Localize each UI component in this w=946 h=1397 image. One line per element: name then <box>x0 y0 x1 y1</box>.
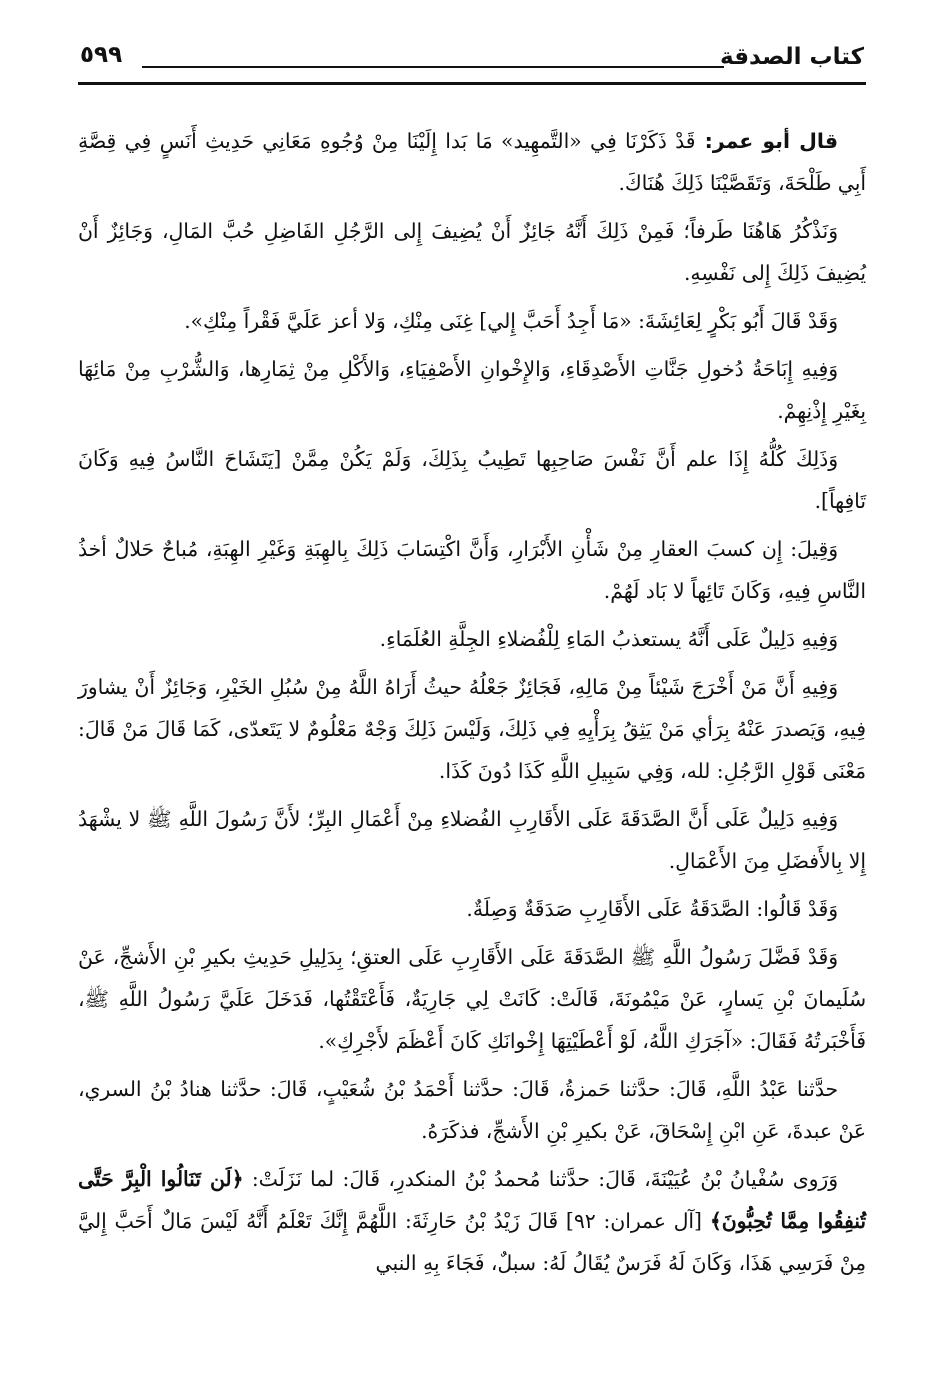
paragraph-6 <box>78 528 866 612</box>
paragraph-text: وَفِيهِ دَلِيلٌ عَلَى أَنَّ الصَّدَقَةَ عَلَى الأَقَارِبِ الفُضلاءِ مِنْ أَعْمَالِ البِرِّ؛ لأَنَّ رَسُولَ اللَّهِ ﷺ لا يشْهَدُ إِلا بِالأَفضَلِ مِنَ الأَعْمَالِ. <box>78 807 866 873</box>
speaker-name: قال أبو عمر: <box>695 129 838 153</box>
paragraph-text: وَفِيهِ إِبَاحَةُ دُخولِ جَنَّاتِ الأَصْدِقَاءِ، وَالإِخْوانِ الأَصْفِيَاءِ، وَالأَكْلِ مِنْ ثِمَارِها، وَالشُّرْبِ مِنْ مَائِهَا بِغَيْرِ إِذْنِهِمْ. <box>78 357 866 423</box>
paragraph-text: وَرَوى سُفْيانُ بْنُ عُيَيْنَةَ، قَالَ: حدَّثنا مُحمدُ بْنُ المنكدرِ، قَالَ: لما نَزَلَتْ: <box>243 1167 838 1191</box>
paragraph-text: قَدْ ذَكَرْنَا فِي «التَّمهِيد» مَا بَدا إِلَيْنَا مِنْ وُجُوهِ مَعَانِي حَدِيثِ أَنَسٍ فِي قِصَّةِ أَبِي طَلْحَةَ، وَتَقَصَّيْنَا ذَلِكَ هُنَاكَ. <box>78 129 866 195</box>
book-page <box>78 38 866 1378</box>
paragraph-9 <box>78 798 866 882</box>
paragraph-text: وَقَدْ قَالَ أَبُو بَكْرٍ لِعَائِشَةَ: «مَا أَجِدُ أَحَبَّ إِلي] غِنَى مِنْكِ، وَلا أعز عَلَيَّ فَقْراً مِنْكِ». <box>184 309 838 333</box>
paragraph-text: [آل عمران: ٩٢] قَالَ زَيْدُ بْنُ حَارِثَةَ: اللَّهُمَّ إِنَّكَ تَعْلَمُ أَنَّهُ لَيْسَ مَالٌ أَحَبَّ إِليَّ مِنْ فَرَسِي هَذَا، وَكَانَ لَهُ فَرَسٌ يُقَالُ لَهُ: سبلٌ، فَجَاءَ بِهِ النبي <box>78 1209 866 1275</box>
paragraph-13 <box>78 1158 866 1284</box>
paragraph-12 <box>78 1068 866 1152</box>
paragraph-7 <box>78 618 866 660</box>
page-number: ٥٩٩ <box>80 42 123 68</box>
paragraph-4 <box>78 348 866 432</box>
paragraph-10 <box>78 888 866 930</box>
paragraph-text: وَقَدْ قَالُوا: الصَّدَقَةُ عَلَى الأَقَارِبِ صَدَقَةٌ وَصِلَةٌ. <box>466 897 838 921</box>
book-title: كتاب الصدقة <box>720 44 864 70</box>
paragraph-5 <box>78 438 866 522</box>
quran-verse: ﴿لَن تَنَالُوا الْبِرَّ حَتَّى تُنفِقُوا مِمَّا تُحِبُّونَ﴾ <box>78 1167 866 1233</box>
paragraph-text: وَنَذْكُرُ هَاهُنَا طَرفاً؛ فَمِنْ ذَلِكَ أَنَّهُ جَائِزٌ أَنْ يُضِيفَ إِلى الرَّجُلِ الفَاضِلِ حُبَّ المَالِ، وَجَائِزٌ أَنْ يُضِيفَ ذَلِكَ إِلى نَفْسِهِ. <box>78 219 866 285</box>
paragraph-text: وَقِيلَ: إِن كسبَ العقارِ مِنْ شَأْنِ الأَبْرَارِ، وَأَنَّ اكْتِسَابَ ذَلِكَ بِالهِبَةِ وَغَيْرِ الهِبَةِ، مُباحٌ حَلالٌ أخذُ النَّاسِ فِيهِ، وَكَانَ تَائِهاً لا بَاد لَهُمْ. <box>78 537 866 603</box>
running-header <box>78 38 866 90</box>
paragraph-2 <box>78 210 866 294</box>
paragraph-11 <box>78 936 866 1062</box>
paragraph-text: حدَّثنا عَبْدُ اللَّهِ، قَالَ: حدَّثنا حَمزةُ، قَالَ: حدَّثنا أَحْمَدُ بْنُ شُعَيْبٍ، قَالَ: حدَّثنا هنادُ بْنُ السري، عَنْ عبدةَ، عَنِ ابْنِ إِسْحَاقَ، عَنْ بكيرِ بْنِ الأَشجِّ، فذكَرَهُ. <box>78 1077 866 1143</box>
page-body <box>78 90 866 1284</box>
header-rule <box>78 82 866 85</box>
paragraph-text: وَفِيهِ أَنَّ مَنْ أَخْرَجَ شَيْئاً مِنْ مَالِهِ، فَجَائِزٌ جَعْلُهُ حيثُ أَرَاهُ اللَّهُ مِنْ سُبُلِ الخَيْرِ، وَجَائِزٌ أَنْ يشاورَ فِيهِ، وَيَصدرَ عَنْهُ بِرَأي مَنْ يَثِقُ بِرَأْيِهِ فِي ذَلِكَ، وَلَيْسَ ذَلِكَ وَجْهٌ مَعْلُومٌ لا يَتَعدّى، كَمَا قَالَ مَنْ قَالَ: مَعْنَى قَوْلِ الرَّجُلِ: لله، وَفِي سَبِيلِ اللَّهِ كَذَا دُونَ كَذَا. <box>78 675 866 783</box>
paragraph-text: وَذَلِكَ كُلُّهُ إِذَا علم أَنَّ نَفْسَ صَاحِبِها تَطِيبُ بِذَلِكَ، وَلَمْ يَكُنْ مِمَّنْ [يَتَشَاحَ النَّاسُ فِيهِ وَكَانَ تَافِهاً]. <box>78 447 866 513</box>
paragraph-text: وَقَدْ فَضَّلَ رَسُولُ اللَّهِ ﷺ الصَّدَقَةَ عَلَى الأَقَارِبِ عَلَى العتقِ؛ بِدَلِيلِ حَدِيثِ بكيرِ بْنِ الأَشجِّ، عَنْ سُلَيمانَ بْنِ يَسارٍ، عَنْ مَيْمُونَةَ، قَالَتْ: كَانَتْ لِي جَارِيَةٌ، فَأَعْتَقْتُها، فَدَخَلَ عَلَيَّ رَسُولُ اللَّهِ ﷺ، فَأَخْبَرتُهُ فَقَالَ: «آجَرَكِ اللَّهُ، لَوْ أَعْطَيْتِهَا إِخْوانَكِ كَانَ أَعْظَمَ لأَجْرِكِ». <box>78 945 866 1053</box>
paragraph-3 <box>78 300 866 342</box>
paragraph-8 <box>78 666 866 792</box>
header-leader-line <box>142 66 724 68</box>
paragraph-1 <box>78 120 866 204</box>
paragraph-text: وَفِيهِ دَلِيلٌ عَلَى أَنَّهُ يستعذبُ المَاءِ لِلْفُضلاءِ الجِلَّةِ العُلَمَاءِ. <box>379 627 838 651</box>
